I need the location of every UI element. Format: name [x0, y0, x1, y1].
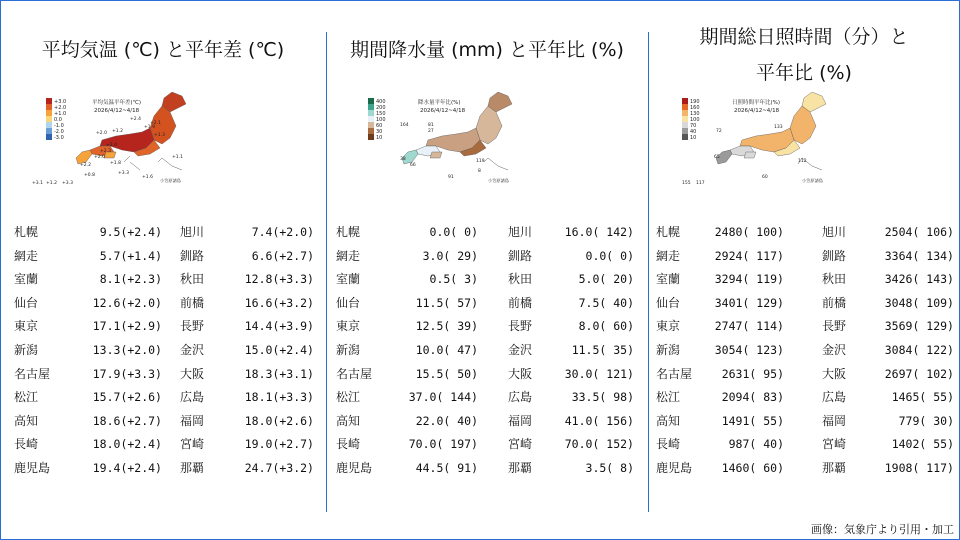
station-value: 0.0( 0) [429, 225, 478, 239]
map-value-label: 119 [476, 159, 485, 164]
station-name: 室蘭 [14, 272, 39, 287]
station-value: 13.3(+2.0) [92, 343, 162, 357]
station-name: 鹿児島 [656, 461, 693, 475]
panel-temperature [0, 0, 326, 540]
map-value-label: +1.2 [46, 181, 57, 186]
station-value: 12.5( 39) [415, 319, 478, 334]
station-value: 3054( 123) [714, 343, 784, 357]
table-row [14, 456, 314, 480]
station-name: 室蘭 [656, 272, 681, 287]
map-inset-label: 小笠原諸島 [802, 178, 823, 183]
legend-swatch [368, 122, 374, 128]
station-value: 18.3(+3.1) [244, 366, 314, 381]
station-value: 19.0(+2.7) [244, 437, 314, 452]
map-period: 2026/4/12~4/18 [94, 108, 140, 114]
station-value: 12.8(+3.3) [244, 272, 314, 287]
map-value-label: +2.0 [96, 131, 107, 136]
map-value-label: +2.4 [106, 143, 117, 148]
station-name: 名古屋 [656, 366, 693, 381]
station-value: 3084( 122) [884, 343, 954, 357]
legend-label: -1.0 [54, 123, 64, 129]
legend-swatch [682, 128, 688, 134]
table-row [656, 220, 956, 244]
station-name: 大阪 [180, 366, 205, 381]
station-name: 仙台 [14, 295, 39, 310]
station-value: 8.0( 60) [578, 319, 634, 334]
map-inset-label: 小笠原諸島 [488, 178, 509, 183]
legend-swatch [368, 116, 374, 122]
station-value: 2631( 95) [721, 366, 784, 381]
table-row [656, 362, 956, 386]
legend-label: 150 [376, 111, 386, 117]
table-row [14, 244, 314, 268]
station-name: 長崎 [14, 437, 39, 452]
map-value-label: 8 [478, 169, 481, 174]
panel-sunshine [648, 0, 960, 540]
station-name: 旭川 [822, 225, 847, 239]
map-value-label: +0.8 [84, 173, 95, 178]
map-value-label: 65 [714, 155, 720, 160]
table-row [336, 432, 636, 456]
station-value: 9.5(+2.4) [99, 225, 162, 239]
legend-label: 10 [376, 135, 383, 141]
station-value: 2480( 100) [714, 225, 784, 239]
station-name: 宮崎 [508, 437, 533, 452]
station-value: 7.5( 40) [578, 295, 634, 310]
station-value: 1465( 55) [891, 390, 954, 405]
station-name: 網走 [14, 248, 39, 263]
station-name: 長野 [508, 319, 533, 334]
map-inset-label: 小笠原諸島 [160, 178, 181, 183]
station-name: 那覇 [822, 461, 847, 475]
map-value-label: +2.4 [130, 117, 141, 122]
station-value: 18.0(+2.6) [244, 413, 314, 428]
station-value: 10.0( 47) [415, 343, 478, 357]
map-value-label: +1.8 [110, 161, 121, 166]
legend-label: +3.0 [54, 99, 67, 105]
map-value-label: 164 [400, 123, 409, 128]
station-name: 高知 [14, 413, 39, 428]
station-value: 5.0( 20) [578, 272, 634, 287]
station-value: 779( 30) [898, 413, 954, 428]
station-value: 3294( 119) [714, 272, 784, 287]
station-name: 東京 [14, 319, 39, 334]
map-value-label: +2.3 [100, 149, 111, 154]
table-row [14, 362, 314, 386]
panel-precipitation [326, 0, 648, 540]
table-row [14, 409, 314, 433]
station-name: 前橋 [508, 295, 533, 310]
table-row [336, 362, 636, 386]
map-value-label: +1.1 [172, 155, 183, 160]
station-name: 鹿児島 [14, 461, 51, 475]
legend-swatch [368, 110, 374, 116]
legend-swatch [682, 104, 688, 110]
station-value: 987( 40) [728, 437, 784, 452]
station-name: 釧路 [822, 248, 847, 263]
table-row [656, 456, 956, 480]
table-row [656, 244, 956, 268]
station-value: 17.1(+2.9) [92, 319, 162, 334]
station-name: 鹿児島 [336, 461, 373, 475]
station-value: 3.5( 8) [585, 461, 634, 475]
station-value: 18.0(+2.4) [92, 437, 162, 452]
legend-label: 10 [690, 135, 697, 141]
map-value-label: 91 [448, 175, 454, 180]
station-name: 名古屋 [336, 366, 373, 381]
station-name: 新潟 [14, 343, 39, 357]
station-value: 44.5( 91) [415, 461, 478, 475]
map-value-label: +1.3 [154, 133, 165, 138]
table-row [656, 385, 956, 409]
station-value: 2094( 83) [721, 390, 784, 405]
station-value: 3364( 134) [884, 248, 954, 263]
table-row [336, 244, 636, 268]
sunshine-ratio-map [678, 92, 836, 192]
table-row [656, 314, 956, 338]
legend-swatch [368, 98, 374, 104]
table-row [14, 220, 314, 244]
legend-swatch [46, 128, 52, 134]
legend-swatch [368, 104, 374, 110]
legend-label: 30 [376, 129, 383, 135]
station-value: 2697( 102) [884, 366, 954, 381]
station-name: 松江 [656, 390, 681, 405]
station-value: 6.6(+2.7) [251, 248, 314, 263]
map-value-label: 133 [774, 125, 783, 130]
map-value-label: +3.3 [118, 171, 129, 176]
table-row [14, 314, 314, 338]
table-row [656, 291, 956, 315]
station-name: 高知 [336, 413, 361, 428]
station-value: 3426( 143) [884, 272, 954, 287]
legend-swatch [682, 98, 688, 104]
station-name: 札幌 [336, 225, 361, 239]
map-value-label: 72 [716, 129, 722, 134]
station-value: 3048( 109) [884, 295, 954, 310]
station-value: 1908( 117) [884, 461, 954, 475]
station-value: 37.0( 144) [408, 390, 478, 405]
station-value: 2747( 114) [714, 319, 784, 334]
station-value: 0.5( 3) [429, 272, 478, 287]
map-value-label: +1.9 [144, 125, 155, 130]
map-value-label: 38 [400, 157, 406, 162]
station-value: 17.9(+3.3) [92, 366, 162, 381]
legend-swatch [682, 122, 688, 128]
station-name: 大阪 [508, 366, 533, 381]
legend-label: -2.0 [54, 129, 64, 135]
station-name: 長崎 [656, 437, 681, 452]
station-name: 長崎 [336, 437, 361, 452]
legend-label: 100 [376, 117, 386, 123]
station-value: 15.7(+2.6) [92, 390, 162, 405]
table-row [336, 409, 636, 433]
map-svg [364, 92, 524, 192]
panel-title-line2: 平年比 (%) [756, 62, 852, 84]
station-name: 札幌 [656, 225, 681, 239]
map-value-label: 155 [682, 181, 691, 186]
precipitation-ratio-map [364, 92, 522, 192]
legend-label: 160 [690, 105, 700, 111]
legend-swatch [46, 116, 52, 122]
station-value: 3401( 129) [714, 295, 784, 310]
table-row [656, 409, 956, 433]
station-value: 5.7(+1.4) [99, 248, 162, 263]
map-legend [46, 98, 66, 141]
table-row [14, 338, 314, 362]
station-name: 新潟 [656, 343, 681, 357]
map-value-label: 60 [762, 175, 768, 180]
panel-title: 平均気温 (℃) と平年差 (℃) [41, 39, 285, 61]
station-name: 名古屋 [14, 366, 51, 381]
station-name: 東京 [656, 319, 681, 334]
station-name: 仙台 [336, 295, 361, 310]
station-name: 釧路 [508, 248, 533, 263]
station-name: 金沢 [180, 343, 205, 357]
station-name: 東京 [336, 319, 361, 334]
legend-label: 190 [690, 99, 700, 105]
table-row [336, 291, 636, 315]
legend-label: 60 [376, 123, 383, 129]
panel-title-line1: 期間総日照時間（分）と [699, 26, 909, 48]
map-value-label: +1.6 [142, 175, 153, 180]
map-value-label: 27 [428, 129, 434, 134]
station-value: 1491( 55) [721, 413, 784, 428]
station-name: 広島 [822, 390, 847, 405]
station-value: 12.6(+2.0) [92, 295, 162, 310]
map-value-label: +2.2 [80, 163, 91, 168]
station-value: 3.0( 29) [422, 248, 478, 263]
map-value-label: 112 [798, 159, 807, 164]
station-value: 70.0( 197) [408, 437, 478, 452]
legend-label: 130 [690, 111, 700, 117]
station-value: 33.5( 98) [571, 390, 634, 405]
station-value: 11.5( 57) [415, 295, 478, 310]
table-row [14, 267, 314, 291]
station-value: 1402( 55) [891, 437, 954, 452]
image-credit: 画像：気象庁より引用・加工 [811, 523, 954, 536]
station-name: 釧路 [180, 248, 205, 263]
legend-label: 70 [690, 123, 697, 129]
station-name: 長野 [180, 319, 205, 334]
table-row [656, 267, 956, 291]
station-name: 旭川 [180, 225, 205, 239]
table-row [336, 456, 636, 480]
legend-swatch [682, 134, 688, 140]
station-value: 2504( 106) [884, 225, 954, 239]
station-value: 1460( 60) [721, 461, 784, 475]
station-name: 旭川 [508, 225, 533, 239]
map-value-label: +2.0 [94, 155, 105, 160]
station-value: 19.4(+2.4) [92, 461, 162, 475]
legend-label: 200 [376, 105, 386, 111]
map-value-label: 66 [410, 163, 416, 168]
legend-swatch [368, 128, 374, 134]
map-svg [678, 92, 838, 192]
legend-swatch [46, 110, 52, 116]
legend-swatch [682, 116, 688, 122]
temperature-anomaly-map [30, 92, 188, 192]
legend-label: +1.0 [54, 111, 67, 117]
station-value: 70.0( 152) [564, 437, 634, 452]
map-legend [368, 98, 386, 141]
table-row [14, 432, 314, 456]
table-row [656, 432, 956, 456]
legend-swatch [46, 98, 52, 104]
station-name: 秋田 [180, 272, 205, 287]
station-name: 福岡 [508, 413, 533, 428]
station-name: 長野 [822, 319, 847, 334]
table-row [14, 291, 314, 315]
map-value-label: +2.1 [150, 121, 161, 126]
table-row [656, 338, 956, 362]
panel-title: 期間降水量 (mm) と平年比 (%) [350, 39, 624, 61]
station-value: 30.0( 121) [564, 366, 634, 381]
map-legend [682, 98, 700, 141]
station-value: 8.1(+2.3) [99, 272, 162, 287]
station-name: 金沢 [508, 343, 533, 357]
map-svg [30, 92, 190, 192]
station-value: 18.1(+3.3) [244, 390, 314, 405]
station-name: 宮崎 [822, 437, 847, 452]
legend-swatch [46, 122, 52, 128]
legend-swatch [46, 134, 52, 140]
station-name: 秋田 [508, 272, 533, 287]
map-value-label: +3.1 [32, 181, 43, 186]
station-name: 新潟 [336, 343, 361, 357]
station-name: 広島 [180, 390, 205, 405]
legend-label: 400 [376, 99, 386, 105]
table-row [336, 338, 636, 362]
map-value-label: 81 [428, 123, 434, 128]
station-value: 14.4(+3.9) [244, 319, 314, 334]
station-value: 22.0( 40) [415, 413, 478, 428]
station-value: 7.4(+2.0) [251, 225, 314, 239]
legend-label: 40 [690, 129, 697, 135]
legend-label: +2.0 [54, 105, 67, 111]
table-row [14, 385, 314, 409]
station-name: 大阪 [822, 366, 847, 381]
legend-swatch [682, 110, 688, 116]
station-name: 仙台 [656, 295, 681, 310]
station-name: 前橋 [822, 295, 847, 310]
map-value-label: +3.3 [62, 181, 73, 186]
station-name: 網走 [336, 248, 361, 263]
table-row [336, 385, 636, 409]
station-value: 3569( 129) [884, 319, 954, 334]
station-name: 那覇 [180, 461, 205, 475]
table-row [336, 314, 636, 338]
station-value: 24.7(+3.2) [244, 461, 314, 475]
map-value-label: 117 [696, 181, 705, 186]
map-value-label: +1.2 [112, 129, 123, 134]
table-row [336, 220, 636, 244]
station-value: 16.6(+3.2) [244, 295, 314, 310]
legend-swatch [368, 134, 374, 140]
station-name: 室蘭 [336, 272, 361, 287]
legend-label: 100 [690, 117, 700, 123]
station-name: 秋田 [822, 272, 847, 287]
legend-label: 0.0 [54, 117, 62, 123]
station-name: 松江 [336, 390, 361, 405]
station-name: 札幌 [14, 225, 39, 239]
map-period: 2026/4/12~4/18 [420, 108, 466, 114]
station-name: 松江 [14, 390, 39, 405]
station-value: 0.0( 0) [585, 248, 634, 263]
station-name: 金沢 [822, 343, 847, 357]
legend-label: -3.0 [54, 135, 64, 141]
station-name: 高知 [656, 413, 681, 428]
station-name: 那覇 [508, 461, 533, 475]
station-value: 41.0( 156) [564, 413, 634, 428]
map-caption: 平均気温平年差(℃) [92, 100, 141, 106]
station-value: 15.5( 50) [415, 366, 478, 381]
station-value: 15.0(+2.4) [244, 343, 314, 357]
table-row [336, 267, 636, 291]
station-name: 網走 [656, 248, 681, 263]
legend-swatch [46, 104, 52, 110]
station-name: 広島 [508, 390, 533, 405]
station-value: 16.0( 142) [564, 225, 634, 239]
map-period: 2026/4/12~4/18 [734, 108, 780, 114]
station-name: 宮崎 [180, 437, 205, 452]
map-caption: 日照時間平年比(%) [732, 100, 781, 106]
station-value: 2924( 117) [714, 248, 784, 263]
station-name: 福岡 [180, 413, 205, 428]
station-name: 福岡 [822, 413, 847, 428]
station-value: 11.5( 35) [571, 343, 634, 357]
map-caption: 降水量平年比(%) [418, 100, 461, 106]
station-name: 前橋 [180, 295, 205, 310]
station-value: 18.6(+2.7) [92, 413, 162, 428]
